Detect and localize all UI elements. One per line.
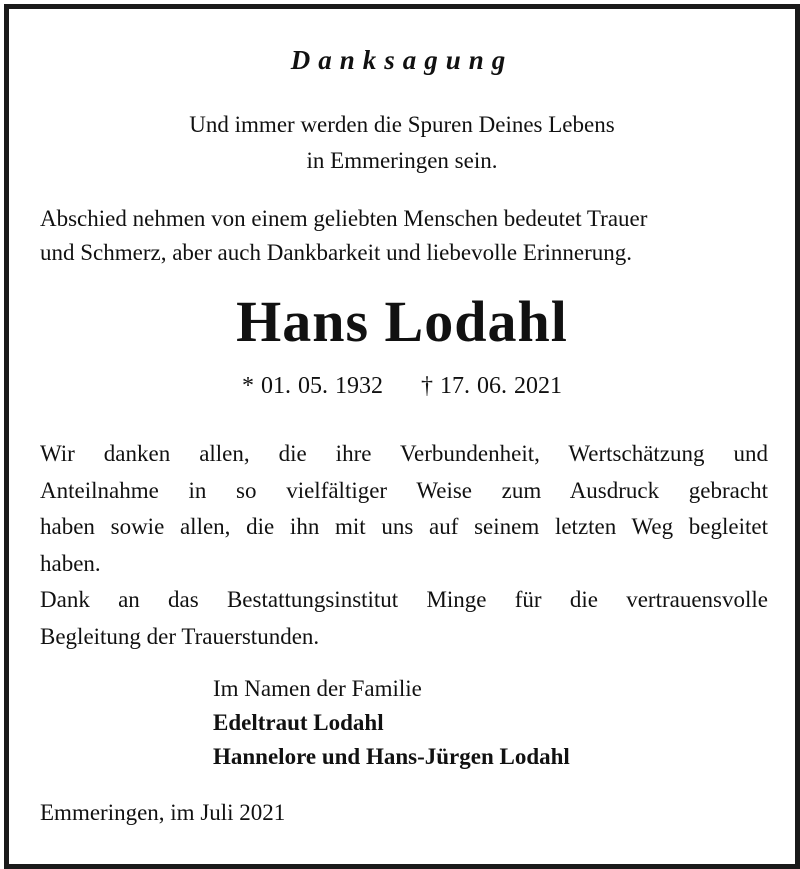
- intro-line: und Schmerz, aber auch Dankbarkeit und liebevolle Erinnerung.: [40, 240, 633, 265]
- signature-name: Edeltraut Lodahl: [213, 710, 384, 735]
- intro-line: Abschied nehmen von einem geliebten Menschen bedeutet Trauer: [40, 206, 648, 231]
- deceased-name: Hans Lodahl: [236, 289, 568, 354]
- thanks-line: Wir danken allen, die ihre Verbundenheit, Wertschätzung und: [40, 441, 768, 466]
- signature-name: Hannelore und Hans-Jürgen Lodahl: [213, 744, 570, 769]
- notice-content: [9, 9, 795, 864]
- death-date: † 17. 06. 2021: [421, 373, 562, 399]
- thanks-line: Begleitung der Trauerstunden.: [40, 623, 320, 649]
- place-date: Emmeringen, im Juli 2021: [40, 800, 286, 825]
- notice-heading: Danksagung: [290, 45, 514, 75]
- thanks-paragraph: [40, 436, 768, 655]
- thanks-line: haben sowie allen, die ihn mit uns auf seinem letzten Weg begleitet: [40, 514, 768, 539]
- notice-border: [4, 4, 800, 869]
- thanks-line: Anteilnahme in so vielfältiger Weise zum Ausdruck gebracht: [40, 477, 768, 503]
- motto-line: Und immer werden die Spuren Deines Lebens: [189, 112, 615, 137]
- signature-block: [213, 672, 570, 774]
- birth-date: * 01. 05. 1932: [242, 373, 383, 399]
- thanks-line: Dank an das Bestattungsinstitut Minge für die vertrauensvolle: [40, 587, 768, 612]
- thanks-line: haben.: [40, 550, 101, 576]
- motto-line: in Emmeringen sein.: [306, 148, 498, 173]
- signature-intro: Im Namen der Familie: [213, 676, 422, 701]
- motto: [9, 107, 795, 179]
- intro-paragraph: [40, 202, 768, 270]
- life-dates: [9, 373, 795, 400]
